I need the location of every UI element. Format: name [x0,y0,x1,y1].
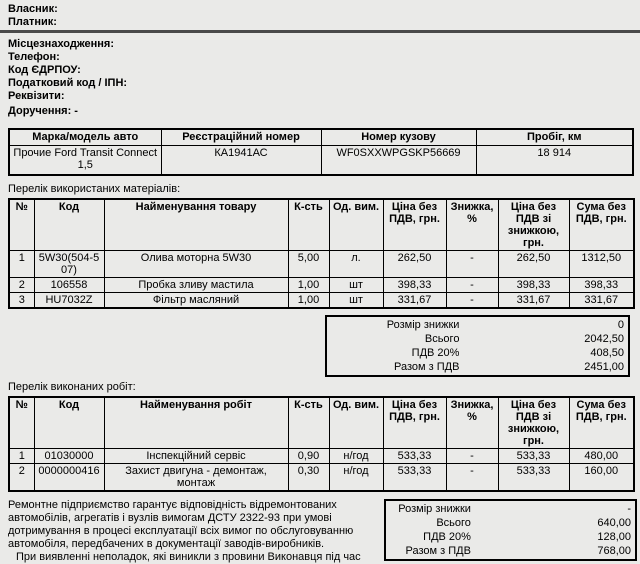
column-header: Код [34,397,104,449]
column-header: Найменування товару [104,199,288,251]
cell: 533,33 [498,449,569,464]
column-header: Найменування робіт [104,397,288,449]
summary-value: 2451,00 [584,361,624,373]
column-header: Ціна без ПДВ зі знижкою, грн. [498,397,569,449]
table-row [9,464,634,492]
cell: н/год [329,464,383,492]
cell: 01030000 [34,449,104,464]
column-header: Реєстраційний номер [161,129,321,146]
summary-value: 640,00 [597,517,631,529]
cell: 1,00 [288,278,329,293]
cell: шт [329,278,383,293]
summary-label: Всього [436,517,471,529]
vehicle-table [8,128,634,176]
summary-row [386,530,635,544]
table-row [9,293,634,309]
cell: 1 [9,251,34,278]
cell: 1312,50 [569,251,634,278]
summary-value: 0 [617,319,624,331]
column-header: К-сть [288,397,329,449]
column-header: Ціна без ПДВ зі знижкою, грн. [498,199,569,251]
works-summary-box [384,499,637,561]
tax-code-label: Податковий код / ІПН: [8,77,128,89]
warranty-text [8,499,381,564]
summary-label: Разом з ПДВ [405,545,471,557]
vehicle-header-row [9,129,633,146]
column-header: Пробіг, км [476,129,633,146]
cell: - [446,251,498,278]
cell: HU7032Z [34,293,104,309]
cell: 0000000416 [34,464,104,492]
cell: Олива моторна 5W30 [104,251,288,278]
summary-row [386,502,635,516]
cell: 106558 [34,278,104,293]
cell: 398,33 [383,278,446,293]
table-row [9,278,634,293]
summary-value: 2042,50 [584,333,624,345]
works-section-title: Перелік виконаних робіт: [8,381,136,393]
cell: 0,30 [288,464,329,492]
summary-value: - [627,503,631,515]
materials-summary-box [325,315,630,377]
cell: 398,33 [569,278,634,293]
warranty-paragraph: Ремонтне підприємство гарантує відповідність відремонтованих автомобілів, агрегатів і вузлів вимогам ДСТУ 2322-93 при умові дотримування в процесі експлуатації всіх вимог по обслуговуванню автомобіля, передбачених в документації заводів-виробників. [8,499,354,550]
payer-label: Платник: [8,16,57,28]
warranty-paragraph-2: При виявленні неполадок, які виникли з провини Виконавця під час [16,551,361,563]
cell: 3 [9,293,34,309]
cell: - [446,464,498,492]
cell: 18 914 [476,146,633,176]
cell: КА1941АС [161,146,321,176]
cell: 262,50 [498,251,569,278]
footer [0,499,640,564]
summary-value: 128,00 [597,531,631,543]
cell: н/год [329,449,383,464]
column-header: Од. вим. [329,397,383,449]
works-header-row [9,397,634,449]
cell: л. [329,251,383,278]
column-header: Номер кузову [321,129,476,146]
summary-label: Розмір знижки [398,503,471,515]
cell: 1,00 [288,293,329,309]
summary-row [327,346,628,360]
edrpou-label: Код ЄДРПОУ: [8,64,81,76]
vehicle-data-row [9,146,633,176]
cell: - [446,293,498,309]
cell: 331,67 [383,293,446,309]
cell: 398,33 [498,278,569,293]
summary-label: Всього [424,333,460,345]
cell: 5W30(504-507) [34,251,104,278]
summary-row [386,516,635,530]
requisites-label: Реквізити: [8,90,65,102]
cell: 331,67 [498,293,569,309]
cell: шт [329,293,383,309]
materials-table [8,198,635,309]
cell: 2 [9,278,34,293]
cell: Інспекційний сервіс [104,449,288,464]
cell: 331,67 [569,293,634,309]
column-header: Код [34,199,104,251]
cell: 480,00 [569,449,634,464]
phone-label: Телефон: [8,51,60,63]
column-header: Ціна без ПДВ, грн. [383,397,446,449]
summary-label: Розмір знижки [386,319,460,331]
cell: 533,33 [383,449,446,464]
owner-label: Власник: [8,3,58,15]
materials-section-title: Перелік використаних матеріалів: [8,183,181,195]
summary-row [327,332,628,346]
column-header: Знижка, % [446,199,498,251]
location-label: Місцезнаходження: [8,38,114,50]
column-header: Сума без ПДВ, грн. [569,199,634,251]
summary-label: ПДВ 20% [423,531,471,543]
table-row [9,251,634,278]
cell: - [446,278,498,293]
column-header: Знижка, % [446,397,498,449]
cell: 160,00 [569,464,634,492]
cell: Пробка зливу мастила [104,278,288,293]
column-header: № [9,199,34,251]
works-table [8,396,635,492]
summary-label: Разом з ПДВ [394,361,460,373]
summary-row [386,544,635,558]
cell: 533,33 [383,464,446,492]
owner-payer-block [0,0,640,29]
contact-block [0,35,640,118]
cell: 5,00 [288,251,329,278]
column-header: Марка/модель авто [9,129,161,146]
table-row [9,449,634,464]
summary-value: 408,50 [590,347,624,359]
column-header: Ціна без ПДВ, грн. [383,199,446,251]
column-header: Сума без ПДВ, грн. [569,397,634,449]
column-header: Од. вим. [329,199,383,251]
cell: WF0SXXWPGSKP56669 [321,146,476,176]
cell: Прочие Ford Transit Connect 1,5 [9,146,161,176]
cell: 262,50 [383,251,446,278]
cell: Захист двигуна - демонтаж, монтаж [104,464,288,492]
header-divider [0,30,640,33]
cell: 0,90 [288,449,329,464]
assignment-label: Доручення: - [8,105,78,117]
materials-header-row [9,199,634,251]
summary-label: ПДВ 20% [411,347,460,359]
cell: 2 [9,464,34,492]
cell: Фільтр масляний [104,293,288,309]
cell: 1 [9,449,34,464]
summary-row [327,360,628,374]
column-header: № [9,397,34,449]
summary-row [327,318,628,332]
cell: 533,33 [498,464,569,492]
column-header: К-сть [288,199,329,251]
cell: - [446,449,498,464]
summary-value: 768,00 [597,545,631,557]
